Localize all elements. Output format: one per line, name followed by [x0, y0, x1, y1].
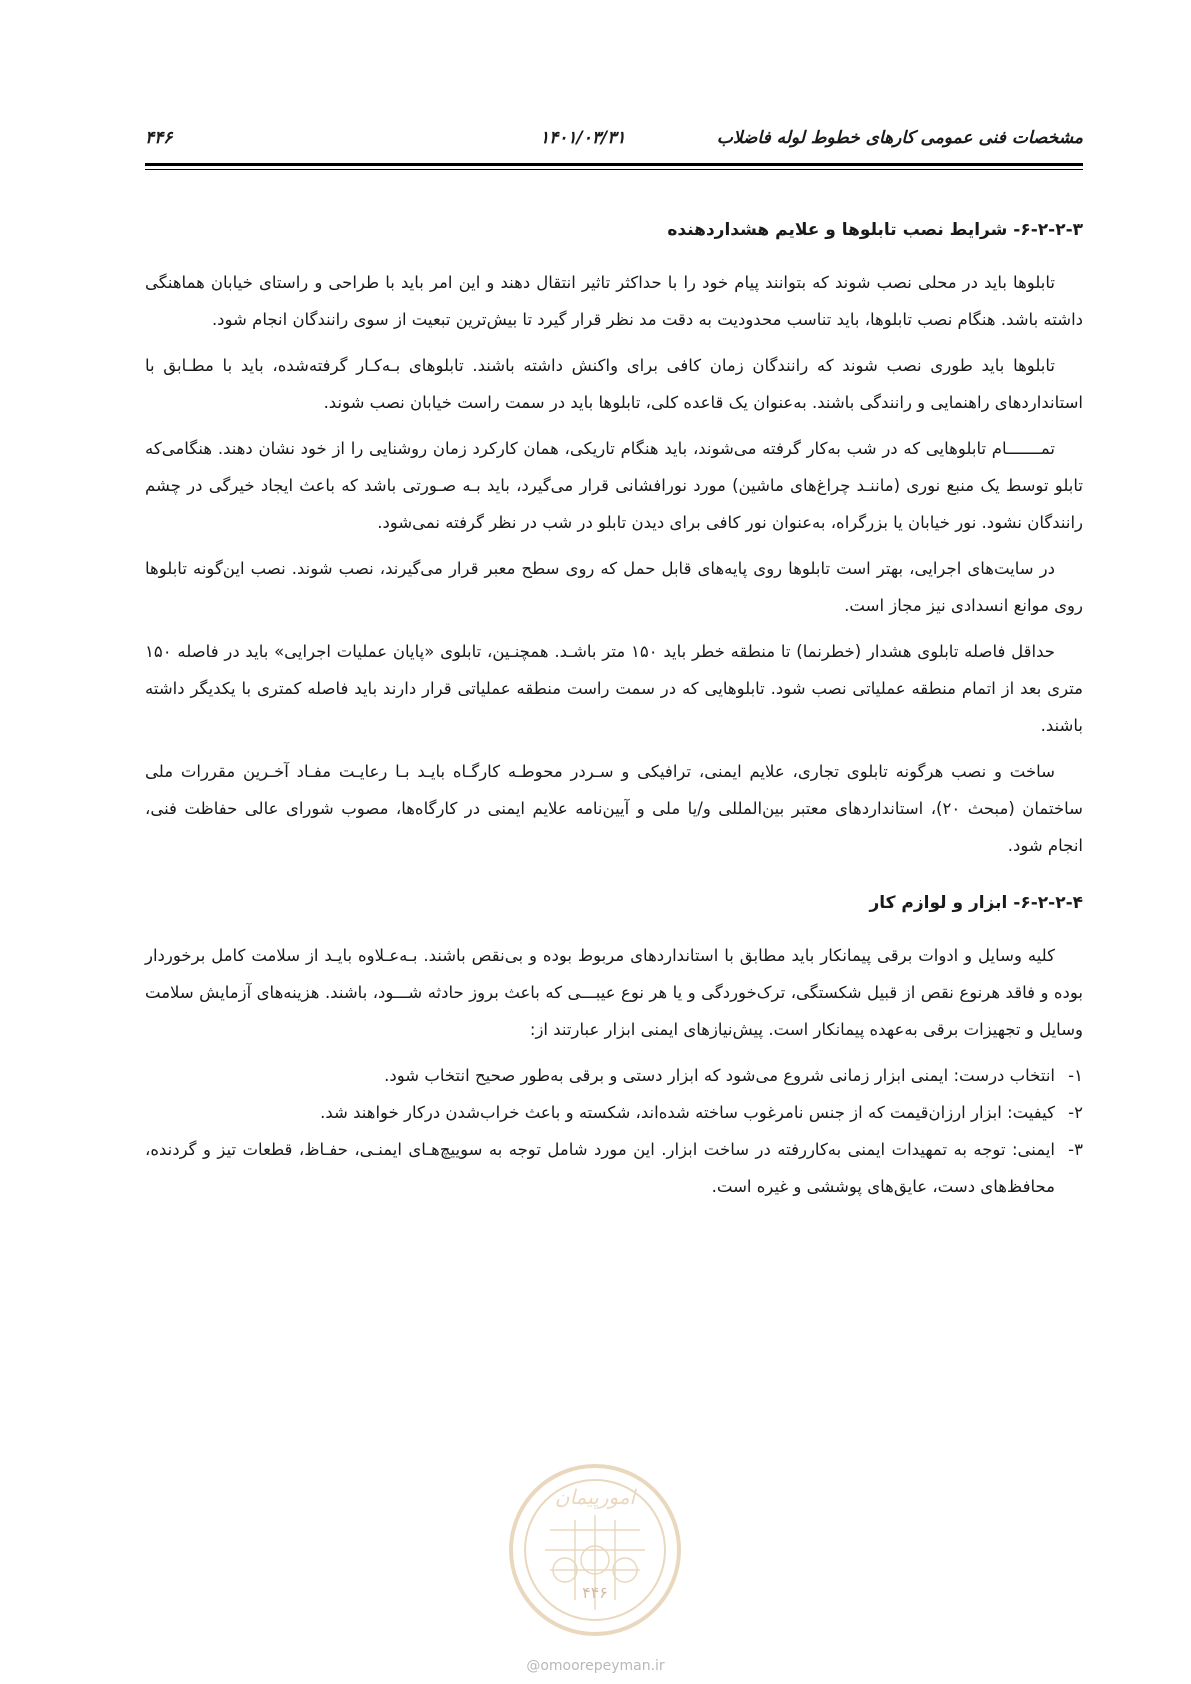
- list-item: [145, 1131, 1083, 1205]
- stamp-page-number: ۴۴۶: [582, 1583, 608, 1602]
- paragraph: تمـــــــام تابلوهایی که در شب به‌کار گرفته می‌شوند، باید هنگام تاریکی، همان کارکرد زمان روشنایی را از خود نشان دهند. هنگامی‌که تابلو توسط یک منبع نوری (ماننـد چراغ‌های ماشین) مورد نورافشانی قرار می‌گیرد، باید بـه صـورتی باشد که باعث ایجاد خیرگی در چشم رانندگان نشود. نور خیابان یا بزرگراه، به‌عنوان نور کافی برای دیدن تابلو در شب در نظر گرفته نمی‌شود.: [145, 439, 1083, 532]
- header-title: مشخصات فنی عمومی کارهای خطوط لوله فاضلاب: [716, 128, 1083, 148]
- list-item-text: ایمنی: توجه به تمهیدات ایمنی به‌کاررفته در ساخت ابزار. این مورد شامل توجه به سوییچ‌هـای ایمنـی، حفـاظ، قطعات تیز و گردنده، محافظ‌های دست، عایق‌های پوششی و غیره است.: [145, 1140, 1055, 1196]
- header-rule-thick: [145, 163, 1083, 166]
- list-item-text: کیفیت: ابزار ارزان‌قیمت که از جنس نامرغوب ساخته شده‌اند، شکسته و باعث خراب‌شدن درکار خواهند شد.: [320, 1103, 1055, 1122]
- header-page-number: ۴۴۶: [145, 128, 173, 148]
- paragraph: کلیه وسایل و ادوات برقی پیمانکار باید مطابق با استانداردهای مربوط بوده و بی‌نقص باشند. بـه‌عـلاوه بایـد از سلامت کامل برخوردار بوده و فاقد هرنوع نقص از قبیل شکستگی، ترک‌خوردگی و یا هر نوع عیبـــی که باعث بروز حادثه شـــود، باشند. هزینه‌های آزمایش سلامت وسایل و تجهیزات برقی به‌عهده پیمانکار است. پیش‌نیازهای ایمنی ابزار عبارتند از:: [145, 946, 1083, 1039]
- paragraph: تابلوها باید طوری نصب شوند که رانندگان زمان کافی برای واکنش داشته باشند. تابلوهای بـه‌کـار گرفته‌شده، باید با مطـابق با استانداردهای راهنمایی و رانندگی باشند. به‌عنوان یک قاعده کلی، تابلوها باید در سمت راست خیابان نصب شوند.: [145, 356, 1083, 412]
- list-item-number: ۳-: [1068, 1140, 1083, 1159]
- list-item-number: ۲-: [1068, 1103, 1083, 1122]
- section-title-installation: ۶-۲-۲-۳- شرایط نصب تابلوها و علایم هشداردهنده: [667, 220, 1083, 240]
- paragraph: در سایت‌های اجرایی، بهتر است تابلوها روی پایه‌های قابل حمل که روی سطح معبر قرار می‌گیرند، نصب شوند. نصب این‌گونه تابلوها روی موانع انسدادی نیز مجاز است.: [145, 559, 1083, 615]
- requirements-list: [145, 1057, 1083, 1205]
- stamp-text: امورپیمان: [554, 1485, 636, 1509]
- section-title-tools: ۶-۲-۲-۴- ابزار و لوازم کار: [869, 893, 1083, 913]
- page-content: [145, 215, 1083, 1205]
- paragraph: تابلوها باید در محلی نصب شوند که بتوانند پیام خود را با حداکثر تاثیر انتقال دهند و این امر باید با طراحی و راستای خیابان هماهنگی داشته باشد. هنگام نصب تابلوها، باید تناسب محدودیت به دقت مد نظر قرار گیرد تا بیش‌ترین تبعیت از سوی رانندگان انجام شود.: [145, 273, 1083, 329]
- page-header: [145, 128, 1083, 152]
- header-date: ۱۴۰۱/۰۳/۳۱: [540, 128, 626, 148]
- paragraph: حداقل فاصله تابلوی هشدار (خطرنما) تا منطقه خطر باید ۱۵۰ متر باشـد. همچنـین، تابلوی «پایان عملیات اجرایی» باید در فاصله ۱۵۰ متری بعد از اتمام منطقه عملیاتی نصب شود. تابلوهایی که در سمت راست منطقه عملیاتی قرار دارند باید فاصله کمتری با یکدیگر داشته باشند.: [145, 642, 1083, 735]
- paragraph: ساخت و نصب هرگونه تابلوی تجاری، علایم ایمنی، ترافیکی و سـردر محوطـه کارگـاه بایـد بـا رعایـت مفـاد آخـرین مقررات ملی ساختمان (مبحث ۲۰)، استانداردهای معتبر بین‌المللی و/یا ملی و آیین‌نامه علایم ایمنی در کارگاه‌ها، مصوب شورای عالی حفاظت فنی، انجام شود.: [145, 762, 1083, 855]
- stamp-seal-icon: [505, 1460, 685, 1640]
- list-item: [145, 1057, 1083, 1094]
- list-item-text: انتخاب درست: ایمنی ابزار زمانی شروع می‌شود که ابزار دستی و برقی به‌طور صحیح انتخاب شود.: [384, 1066, 1055, 1085]
- header-rule-thin: [145, 169, 1083, 170]
- watermark: @omoorepeyman.ir: [526, 1658, 665, 1674]
- list-item: [145, 1094, 1083, 1131]
- list-item-number: ۱-: [1068, 1066, 1083, 1085]
